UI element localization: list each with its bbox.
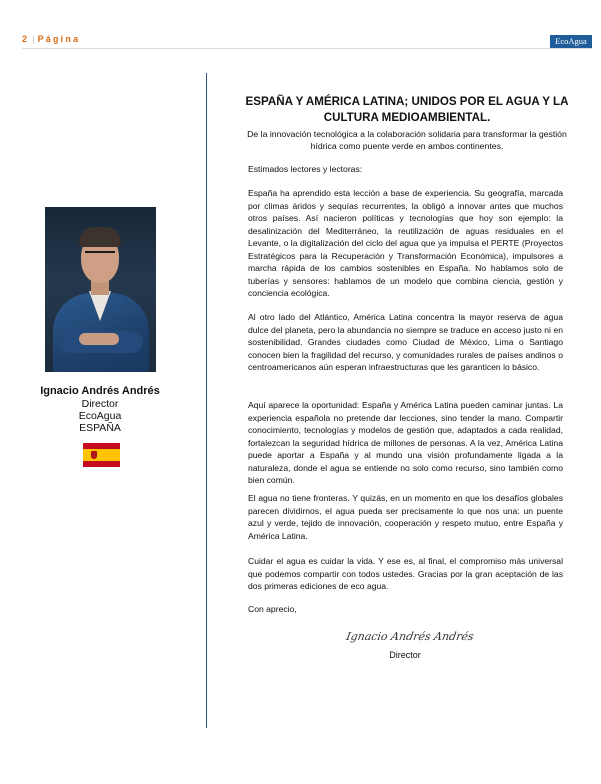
sidebar-divider — [206, 73, 207, 728]
signature-role: Director — [389, 650, 421, 660]
page-header — [0, 0, 601, 50]
paragraph: Cuidar el agua es cuidar la vida. Y ese es, al final, el compromiso más universal que podemos compartir con todos ustedes. Gracias por la gran aceptación de las dos primeras ediciones de eco agua. — [248, 556, 563, 591]
closing: Con aprecio, — [248, 604, 297, 614]
author-country: ESPAÑA — [79, 422, 121, 434]
greeting: Estimados lectores y lectoras: — [248, 164, 363, 174]
paragraph: España ha aprendido esta lección a base de experiencia. Su geografía, marcada por climas áridos y sequías recurrentes, la obligó a innovar antes que muchos otros países. Así nacieron políticas y tecnologías que hoy son ejemplo: la desalinización del Mediterráneo, la reutilización de aguas residuales en el Levante, o la digitalización del ciclo del agua que ya impulsa el PERTE (Proyectos Estratégicos para la Recuperación y Transformación Económica), impulsores a marcha rápida de los cambios sostenibles en España. No hablamos solo de tuberías y sensores: hablamos de un modelo que combina ciencia, gestión y conciencia ecológica. — [248, 188, 563, 298]
paragraph: Al otro lado del Atlántico, América Latina concentra la mayor reserva de agua dulce del planeta, pero la abundancia no siempre se traduce en acceso justo ni en sostenibilidad. Grandes ciudades como Ciudad de México, Lima o Santiago conocen bien la fragilidad del recurso, y comunidades rurales de países andinos o centroamericanos aún esperan infraestructuras que les garanticen lo básico. — [248, 312, 563, 372]
ecoagua-logo: EcoAgua — [550, 35, 592, 48]
article-title: ESPAÑA Y AMÉRICA LATINA; UNIDOS POR EL AGUA Y LA CULTURA MEDIOAMBIENTAL. — [245, 95, 569, 124]
separator: | — [32, 34, 35, 44]
photo-glasses — [85, 251, 115, 260]
author-name: Ignacio Andrés Andrés — [40, 385, 160, 397]
photo-hair — [79, 227, 121, 247]
handwritten-signature: Ignacio Andrés Andrés — [345, 630, 475, 643]
paragraph: Aquí aparece la oportunidad: España y América Latina pueden caminar juntas. La experiencia española no pretende dar lecciones, sino tender la mano. Compartir conocimiento, tecnologías y modelos de gestión que, adaptados a cada realidad, fortalezcan la seguridad hídrica de millones de personas. A la vez, América Latina puede aportar a España y al mundo una visión profundamente ligada a la naturaleza, donde el agua se entiende no solo como recurso, sino también como bien común. — [248, 400, 563, 485]
photo-hands — [79, 333, 119, 345]
header-divider — [22, 48, 592, 49]
page-number: 2 — [22, 34, 30, 44]
author-photo — [45, 207, 156, 372]
spain-flag-icon — [83, 443, 120, 467]
coat-of-arms-icon — [91, 451, 97, 459]
article-subtitle: De la innovación tecnológica a la colaboración solidaria para transformar la gestión hídrica como puente verde en ambos continentes. — [247, 129, 567, 151]
page-word: Página — [37, 34, 81, 44]
flag-stripe-middle — [83, 449, 120, 461]
page-number-label — [22, 34, 80, 44]
author-organization: EcoAgua — [78, 410, 122, 422]
flag-stripe-bottom — [83, 461, 120, 467]
author-role: Director — [81, 398, 119, 410]
paragraph: El agua no tiene fronteras. Y quizás, en un momento en que los desafíos globales parecen dividirnos, el agua pueda ser precisamente lo que nos una: un puente azul y verde, tejido de innovación, cooperación y respeto mutuo, entre España y América Latina. — [248, 493, 563, 541]
